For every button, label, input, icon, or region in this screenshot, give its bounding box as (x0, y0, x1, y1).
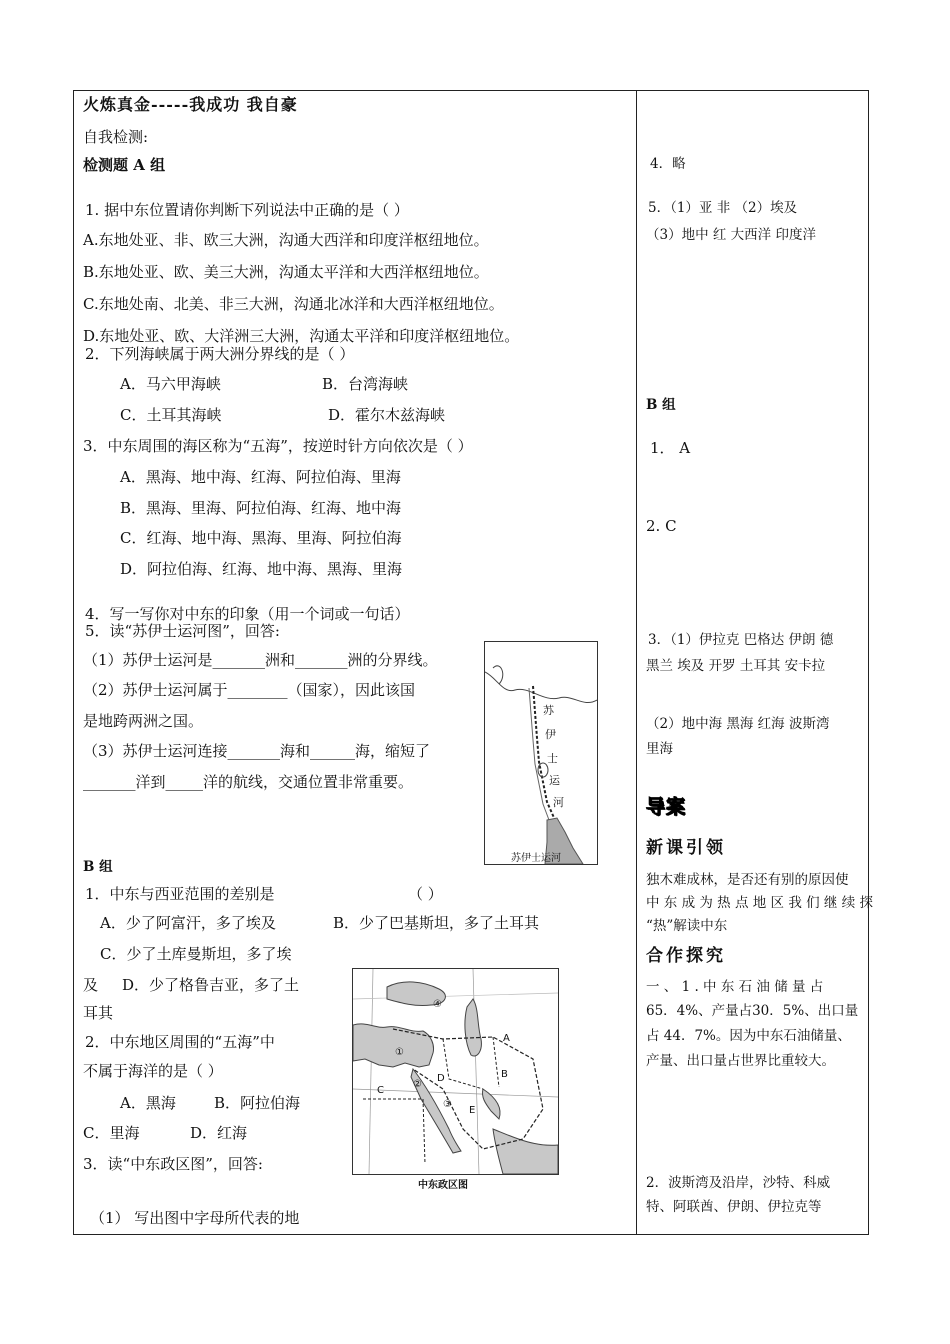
q5-line-3: 是地跨两洲之国。 (83, 712, 204, 730)
intro-line-3: “热”解读中东 (646, 918, 728, 934)
q5-line-2: （2）苏伊士运河属于________（国家），因此该国 (83, 681, 416, 699)
q2-stem: 2．下列海峡属于两大洲分界线的是（ ） (85, 345, 355, 363)
answer-b2: 2. C (646, 517, 677, 535)
q5-line-5: _______洋到_____洋的航线，交通位置非常重要。 (83, 773, 414, 791)
coop-heading: 合作探究 (646, 946, 726, 966)
q1-option-b: B.东地处亚、欧、美三大洲，沟通太平洋和大西洋枢纽地位。 (83, 263, 489, 281)
q1-option-a: A.东地处亚、非、欧三大洲，沟通大西洋和印度洋枢纽地位。 (83, 231, 489, 249)
b2-option-b: B．阿拉伯海 (214, 1094, 301, 1112)
suez-map-drawing (485, 642, 597, 864)
b3-stem: 3．读“中东政区图”，回答: (83, 1155, 263, 1173)
suez-map-caption: 苏伊士运河 (511, 853, 561, 864)
answer-4: 4．略 (650, 156, 686, 172)
q2-option-a: A．马六甲海峡 (120, 375, 221, 393)
q3-option-c: C．红海、地中海、黑海、里海、阿拉伯海 (120, 529, 402, 547)
answer-b3-line-1: 3．（1）伊拉克 巴格达 伊朗 德 (648, 632, 834, 648)
suez-map-char-3: 士 (547, 752, 558, 765)
b1-option-c: C．少了土库曼斯坦，多了埃 (100, 945, 292, 963)
q2-option-d: D．霍尔木兹海峡 (328, 406, 446, 424)
q1-option-c: C.东地处南、北美、非三大洲，沟通北冰洋和大西洋枢纽地位。 (83, 295, 504, 313)
q5-line-1: （1）苏伊士运河是_______洲和_______洲的分界线。 (83, 651, 438, 669)
answer-b3-line-3: （2）地中海 黑海 红海 波斯湾 (646, 716, 830, 732)
section-title: 火炼真金-----我成功 我自豪 (83, 95, 298, 114)
q1-option-d: D.东地处亚、欧、大洋洲三大洲，沟通太平洋和印度洋枢纽地位。 (83, 327, 520, 345)
me-map-marker-1: ① (395, 1047, 404, 1058)
answer-b3-line-4: 里海 (646, 741, 673, 757)
answer-b3-line-2: 黑兰 埃及 开罗 土耳其 安卡拉 (646, 658, 826, 674)
q1-stem: 1. 据中东位置请你判断下列说法中正确的是（ ） (85, 201, 409, 219)
coop-line-3: 占 44．7%。因为中东石油储量、 (646, 1028, 851, 1044)
b1-option-c-cont: 及 (83, 976, 99, 994)
answer-5-line-2: （3）地中 红 大西洋 印度洋 (646, 227, 816, 243)
b2-stem-2: 不属于海洋的是（ ） (83, 1062, 223, 1080)
b1-stem: 1．中东与西亚范围的差别是 (85, 885, 275, 903)
me-map-marker-3: ③ (443, 1099, 452, 1110)
suez-map-char-1: 苏 (543, 704, 554, 717)
intro-line-2: 中 东 成 为 热 点 地 区 我 们 继 续 探 (646, 895, 873, 911)
q3-option-a: A．黑海、地中海、红海、阿拉伯海、里海 (120, 468, 401, 486)
me-map-letter-c: C (377, 1085, 384, 1096)
me-map-letter-e: E (469, 1105, 476, 1116)
me-map-letter-a: A (503, 1033, 510, 1044)
group-a-heading: 检测题 A 组 (83, 156, 166, 174)
b1-option-b: B．少了巴基斯坦，多了土耳其 (333, 914, 540, 932)
q2-option-c: C．土耳其海峡 (120, 406, 222, 424)
middle-east-map (352, 968, 559, 1175)
me-map-letter-d: D (437, 1073, 445, 1084)
group-b-heading: B 组 (83, 859, 113, 875)
me-map-marker-4: ④ (433, 999, 442, 1010)
suez-canal-map (484, 641, 598, 865)
suez-map-char-5: 河 (553, 796, 564, 809)
self-test-label: 自我检测: (83, 128, 149, 146)
b2-stem-1: 2．中东地区周围的“五海”中 (85, 1033, 275, 1051)
b2-option-d: D．红海 (190, 1124, 248, 1142)
q3-option-b: B．黑海、里海、阿拉伯海、红海、地中海 (120, 499, 402, 517)
intro-line-1: 独木难成林，是否还有别的原因使 (646, 872, 849, 888)
b1-option-a: A．少了阿富汗，多了埃及 (100, 914, 276, 932)
me-map-letter-b: B (501, 1069, 508, 1080)
middle-east-map-drawing (353, 969, 558, 1174)
me-map-marker-2: ② (413, 1079, 422, 1090)
b1-option-d: D．少了格鲁吉亚，多了土 (122, 976, 300, 994)
b1-answer-paren: （ ） (408, 885, 443, 903)
q4-stem: 4．写一写你对中东的印象（用一个词或一句话） (85, 605, 410, 623)
answer-5-line-1: 5．（1）亚 非 （2）埃及 (648, 200, 798, 216)
coop-line-4: 产量、出口量占世界比重较大。 (646, 1053, 835, 1069)
coop2-line-2: 特、阿联酋、伊朗、伊拉克等 (646, 1199, 822, 1215)
suez-map-char-2: 伊 (545, 728, 556, 741)
b2-option-c: C．里海 (83, 1124, 140, 1142)
suez-map-char-4: 运 (549, 774, 560, 787)
q5-line-4: （3）苏伊士运河连接_______海和______海，缩短了 (83, 742, 431, 760)
coop2-line-1: 2．波斯湾及沿岸，沙特、科威 (646, 1175, 831, 1191)
b3-sub-question: （1） 写出图中字母所代表的地 (90, 1209, 300, 1227)
b1-option-d-cont: 耳其 (83, 1004, 114, 1022)
coop-line-2: 65．4%、产量占30．5%、出口量 (646, 1003, 859, 1019)
q5-stem: 5．读“苏伊士运河图”，回答: (85, 622, 280, 640)
column-divider (636, 90, 637, 1235)
me-map-caption: 中东政区图 (418, 1180, 468, 1191)
coop-line-1: 一 、 1 . 中 东 石 油 储 量 占 (646, 979, 824, 995)
answer-b1: 1． A (650, 439, 691, 457)
answer-group-b: B 组 (646, 397, 676, 413)
b2-option-a: A．黑海 (120, 1094, 176, 1112)
q2-option-b: B．台湾海峡 (322, 375, 409, 393)
q3-option-d: D．阿拉伯海、红海、地中海、黑海、里海 (120, 560, 403, 578)
daoan-heading: 导案 (646, 796, 687, 818)
q3-stem: 3．中东周围的海区称为“五海”，按逆时针方向依次是（ ） (83, 437, 473, 455)
intro-heading: 新课引领 (646, 838, 726, 858)
